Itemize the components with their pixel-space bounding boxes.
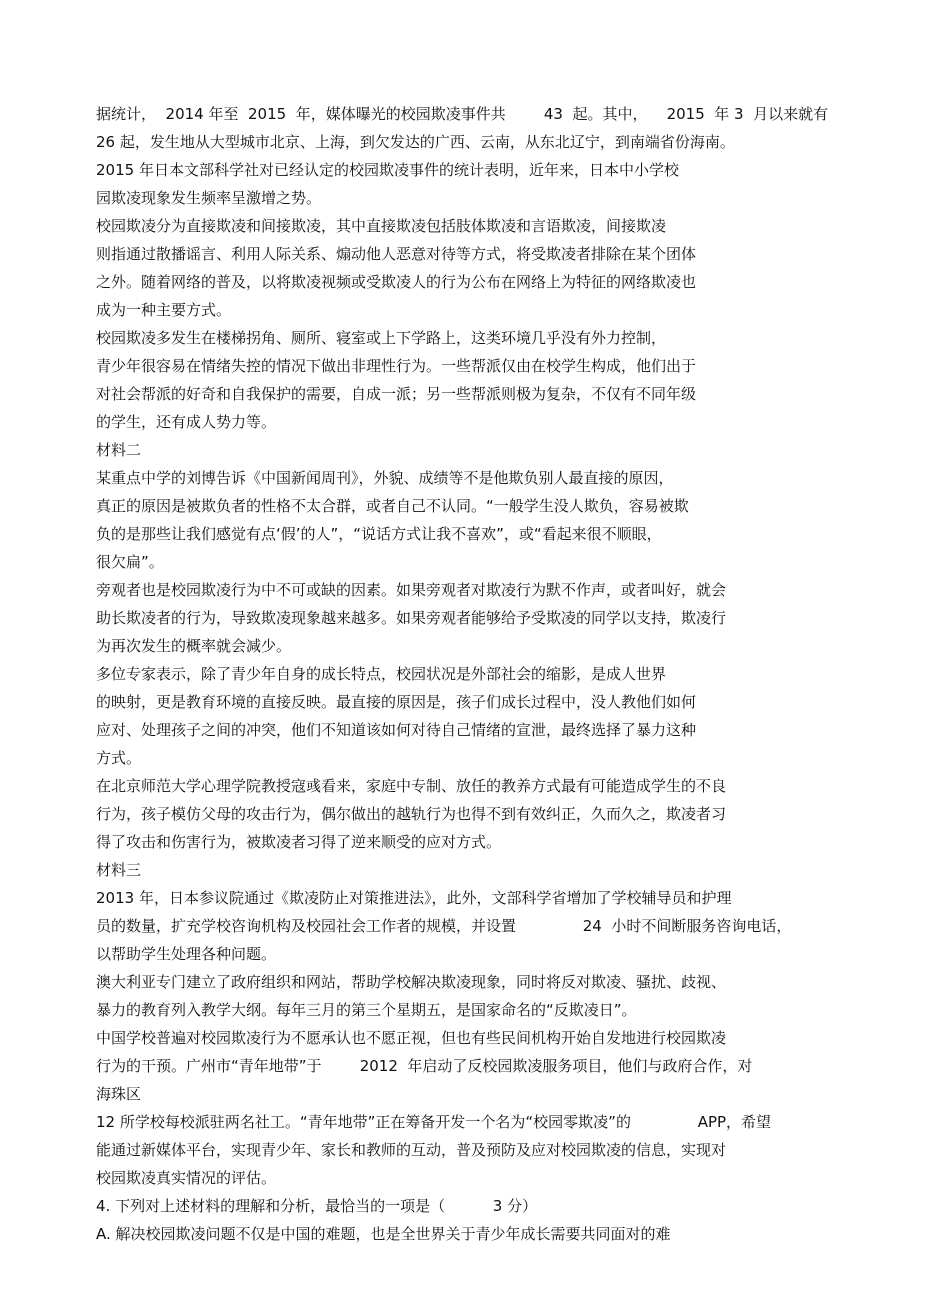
text-line: 材料三 (96, 861, 142, 879)
text-line: 负的是那些让我们感觉有点‘假’的人”，“说话方式让我不喜欢”，或“看起来很不顺眼， (96, 525, 662, 543)
text-line: 则指通过散播谣言、利用人际关系、煽动他人恶意对待等方式，将受欺凌者排除在某个团体 (96, 245, 697, 263)
text-line: 为再次发生的概率就会减少。 (96, 637, 292, 655)
text-line: 2015 年日本文部科学社对已经认定的校园欺凌事件的统计表明，近年来，日本中小学校 (96, 161, 679, 179)
text-line: 对社会帮派的好奇和自我保护的需要，自成一派；另一些帮派则极为复杂，不仅有不同年级 (96, 385, 697, 403)
text-line: 行为，孩子模仿父母的攻击行为，偶尔做出的越轨行为也得不到有效纠正，久而久之，欺凌者习 (96, 805, 727, 823)
text-line: 据统计， 2014 年至 2015 年，媒体曝光的校园欺凌事件共 43 起。其中， 2015 年 3 月以来就有 (96, 105, 829, 123)
text-line: 2013 年，日本参议院通过《欺凌防止对策推进法》，此外，文部科学省增加了学校辅导员和护理 (96, 889, 732, 907)
text-line: 很欠扁”。 (96, 553, 164, 571)
text-line: 得了攻击和伤害行为，被欺凌者习得了逆来顺受的应对方式。 (96, 833, 502, 851)
text-line: 真正的原因是被欺负者的性格不太合群，或者自己不认同。“一般学生没人欺负，容易被欺 (96, 497, 689, 515)
text-line: 多位专家表示，除了青少年自身的成长特点，校园状况是外部社会的缩影，是成人世界 (96, 665, 667, 683)
text-line: 4. 下列对上述材料的理解和分析，最恰当的一项是（ 3 分） (96, 1197, 538, 1215)
text-line: 暴力的教育列入教学大纲。每年三月的第三个星期五，是国家命名的“反欺凌日”。 (96, 1001, 637, 1019)
text-line: 助长欺凌者的行为，导致欺凌现象越来越多。如果旁观者能够给予受欺凌的同学以支持，欺凌行 (96, 609, 727, 627)
text-line: 能通过新媒体平台，实现青少年、家长和教师的互动，普及预防及应对校园欺凌的信息，实现对 (96, 1141, 727, 1159)
text-line: 青少年很容易在情绪失控的情况下做出非理性行为。一些帮派仅由在校学生构成，他们出于 (96, 357, 697, 375)
text-line: 校园欺凌真实情况的评估。 (96, 1169, 277, 1187)
text-line: 园欺凌现象发生频率呈激增之势。 (96, 189, 322, 207)
text-line: 中国学校普遍对校园欺凌行为不愿承认也不愿正视，但也有些民间机构开始自发地进行校园欺凌 (96, 1029, 727, 1047)
text-line: 应对、处理孩子之间的冲突，他们不知道该如何对待自己情绪的宣泄，最终选择了暴力这种 (96, 721, 697, 739)
text-line: 的映射，更是教育环境的直接反映。最直接的原因是，孩子们成长过程中，没人教他们如何 (96, 693, 697, 711)
text-line: 校园欺凌分为直接欺凌和间接欺凌，其中直接欺凌包括肢体欺凌和言语欺凌，间接欺凌 (96, 217, 667, 235)
text-line: 成为一种主要方式。 (96, 301, 232, 319)
text-line: 澳大利亚专门建立了政府组织和网站，帮助学校解决欺凌现象，同时将反对欺凌、骚扰、歧视、 (96, 973, 727, 991)
text-line: 以帮助学生处理各种问题。 (96, 945, 277, 963)
text-line: 校园欺凌多发生在楼梯拐角、厕所、寝室或上下学路上，这类环境几乎没有外力控制， (96, 329, 667, 347)
text-line: 之外。随着网络的普及，以将欺凌视频或受欺凌人的行为公布在网络上为特征的网络欺凌也 (96, 273, 697, 291)
text-line: 在北京师范大学心理学院教授寇彧看来，家庭中专制、放任的教养方式最有可能造成学生的不良 (96, 777, 727, 795)
text-line: 旁观者也是校园欺凌行为中不可或缺的因素。如果旁观者对欺凌行为默不作声，或者叫好，就会 (96, 581, 727, 599)
text-line: 员的数量，扩充学校咨询机构及校园社会工作者的规模，并设置 24 小时不间断服务咨询电话， (96, 917, 792, 935)
text-line: 方式。 (96, 749, 142, 767)
text-line: 材料二 (96, 441, 142, 459)
text-line: A. 解决校园欺凌问题不仅是中国的难题，也是全世界关于青少年成长需要共同面对的难 (96, 1225, 671, 1243)
text-line: 26 起，发生地从大型城市北京、上海，到欠发达的广西、云南，从东北辽宁，到南端省份海南。 (96, 133, 735, 151)
text-line: 行为的干预。广州市“青年地带”于 2012 年启动了反校园欺凌服务项目，他们与政府合作，对 (96, 1057, 753, 1075)
text-line: 12 所学校每校派驻两名社工。“青年地带”正在筹备开发一个名为“校园零欺凌”的 APP，希望 (96, 1113, 772, 1131)
text-line: 的学生，还有成人势力等。 (96, 413, 277, 431)
text-line: 某重点中学的刘博告诉《中国新闻周刊》，外貌、成绩等不是他欺负别人最直接的原因， (96, 469, 674, 487)
text-line: 海珠区 (96, 1085, 142, 1103)
